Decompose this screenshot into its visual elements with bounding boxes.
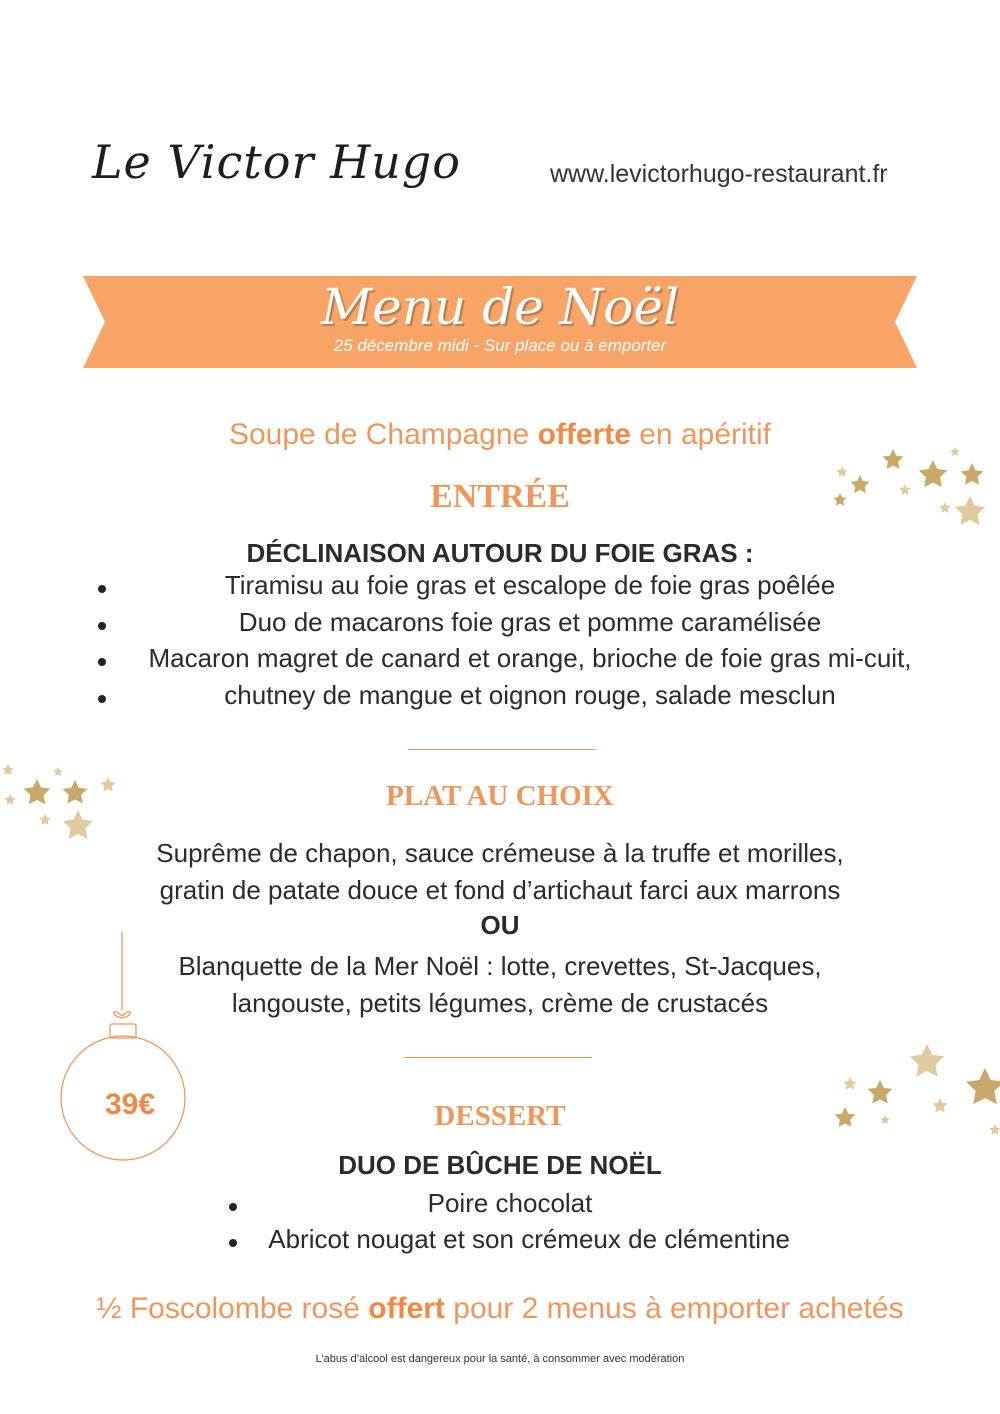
entree-item-text: Duo de macarons foie gras et pomme caramélisée	[238, 606, 822, 637]
stars-decoration-bottom-right	[825, 1040, 1000, 1140]
restaurant-logo: Le Victor Hugo	[92, 135, 461, 189]
wine-text-after: pour 2 menus à emporter achetés	[444, 1292, 904, 1325]
plat-option2-line1: Blanquette de la Mer Noël : lotte, crevettes, St-Jacques,	[178, 951, 822, 981]
entree-item-text: Macaron magret de canard et orange, brioche de foie gras mi-cuit,	[148, 643, 912, 673]
bullet-icon	[98, 695, 106, 703]
dessert-item-text: Abricot nougat et son crémeux de clémentine	[268, 1224, 790, 1254]
plat-title: PLAT AU CHOIX	[386, 780, 614, 812]
stars-decoration-top-right	[820, 440, 1000, 540]
legal-notice: L’abus d’alcool est dangereux pour la santé, à consommer avec modération	[315, 1353, 685, 1365]
list-item	[220, 1188, 800, 1224]
bullet-icon	[229, 1239, 237, 1247]
entree-item-text: chutney de mangue et oignon rouge, salade mesclun	[224, 679, 836, 710]
entree-list	[90, 570, 970, 716]
list-item	[220, 1224, 800, 1260]
wine-offer	[0, 1292, 1000, 1326]
plat-or-separator: OU	[480, 910, 520, 940]
stars-decoration-left	[0, 760, 130, 850]
christmas-ornament-icon	[60, 930, 190, 1162]
aperitif-highlight: offerte	[537, 418, 631, 451]
plat-option2-line2: langouste, petits légumes, crème de crustacés	[231, 988, 769, 1018]
bullet-icon	[229, 1203, 237, 1211]
bullet-icon	[98, 585, 106, 593]
list-item	[90, 643, 970, 680]
menu-price: 39€	[104, 1088, 156, 1121]
plat-option1-line2: gratin de patate douce et fond d’artichaut farci aux marrons	[159, 875, 841, 905]
plat-option1-line1: Suprême de chapon, sauce crémeuse à la truffe et morilles,	[156, 838, 844, 868]
dessert-list	[220, 1188, 800, 1260]
dessert-subtitle: DUO DE BÛCHE DE NOËL	[338, 1150, 662, 1180]
bullet-icon	[98, 622, 106, 630]
wine-text-before: ½ Foscolombe rosé	[96, 1292, 369, 1325]
menu-subtitle: 25 décembre midi - Sur place ou à emporter	[333, 336, 667, 355]
dessert-title: DESSERT	[434, 1100, 566, 1132]
entree-title: ENTRÉE	[430, 478, 570, 515]
aperitif-text-after: en apéritif	[630, 418, 771, 451]
wine-highlight: offert	[368, 1292, 445, 1325]
website-url[interactable]: www.levictorhugo-restaurant.fr	[550, 160, 888, 188]
dessert-item-text: Poire chocolat	[427, 1188, 593, 1218]
menu-title: Menu de Noël	[320, 278, 679, 336]
section-divider	[404, 1057, 592, 1058]
entree-item-text: Tiramisu au foie gras et escalope de foie gras poêlée	[224, 570, 836, 600]
list-item	[90, 680, 970, 717]
list-item	[90, 570, 970, 607]
aperitif-text-before: Soupe de Champagne	[228, 418, 538, 451]
entree-subtitle: DÉCLINAISON AUTOUR DU FOIE GRAS :	[246, 538, 754, 568]
list-item	[90, 607, 970, 644]
bullet-icon	[98, 658, 106, 666]
section-divider	[408, 749, 596, 750]
